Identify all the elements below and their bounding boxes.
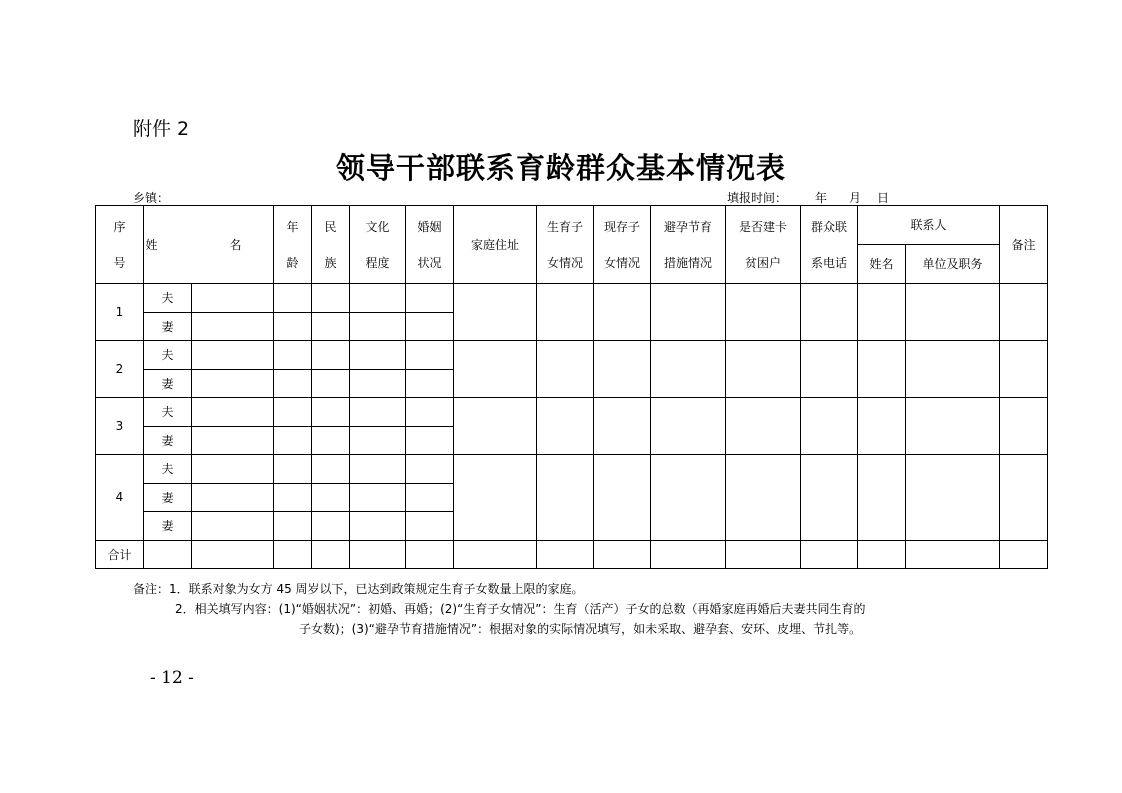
header-address: 家庭住址 [454, 206, 537, 284]
row-number: 4 [96, 455, 144, 541]
poor-household-cell[interactable] [726, 284, 801, 341]
marital-cell[interactable] [406, 512, 454, 541]
total-cell[interactable] [858, 540, 906, 569]
age-cell[interactable] [274, 284, 312, 313]
poor-household-cell[interactable] [726, 398, 801, 455]
total-row [96, 540, 1048, 569]
age-cell[interactable] [274, 426, 312, 455]
fill-time-day: 日 [877, 191, 890, 205]
table-row [96, 284, 1048, 313]
age-cell[interactable] [274, 369, 312, 398]
contraception-cell[interactable] [651, 341, 726, 398]
marital-cell[interactable] [406, 398, 454, 427]
education-cell[interactable] [350, 512, 406, 541]
remark-cell[interactable] [1000, 341, 1048, 398]
education-cell[interactable] [350, 341, 406, 370]
total-cell[interactable] [350, 540, 406, 569]
contact-name-cell[interactable] [858, 341, 906, 398]
member-role: 夫 [144, 341, 192, 370]
phone-cell[interactable] [801, 398, 858, 455]
contact-unit-cell[interactable] [906, 398, 1000, 455]
name-cell[interactable] [192, 426, 274, 455]
born-children-cell[interactable] [537, 341, 594, 398]
name-cell[interactable] [192, 455, 274, 484]
member-role: 妻 [144, 483, 192, 512]
name-cell[interactable] [192, 398, 274, 427]
row-number: 2 [96, 341, 144, 398]
education-cell[interactable] [350, 398, 406, 427]
header-contact-unit: 单位及职务 [906, 245, 1000, 284]
marital-cell[interactable] [406, 312, 454, 341]
education-cell[interactable] [350, 312, 406, 341]
fill-time-month: 月 [849, 191, 862, 205]
marital-cell[interactable] [406, 426, 454, 455]
total-label: 合计 [96, 540, 144, 569]
table-body [96, 284, 1048, 569]
total-cell[interactable] [537, 540, 594, 569]
born-children-cell[interactable] [537, 455, 594, 541]
address-cell[interactable] [454, 284, 537, 341]
contact-name-cell[interactable] [858, 284, 906, 341]
member-role: 妻 [144, 312, 192, 341]
age-cell[interactable] [274, 341, 312, 370]
address-cell[interactable] [454, 398, 537, 455]
member-role: 夫 [144, 455, 192, 484]
ethnic-cell[interactable] [312, 512, 350, 541]
education-cell[interactable] [350, 284, 406, 313]
phone-cell[interactable] [801, 455, 858, 541]
remark-cell[interactable] [1000, 398, 1048, 455]
remark-cell[interactable] [1000, 284, 1048, 341]
poor-household-cell[interactable] [726, 341, 801, 398]
info-table [95, 205, 1048, 569]
ethnic-cell[interactable] [312, 398, 350, 427]
row-number: 1 [96, 284, 144, 341]
name-cell[interactable] [192, 512, 274, 541]
header-age: 年 龄 [274, 206, 312, 284]
fill-time-year: 年 [815, 191, 828, 205]
name-cell[interactable] [192, 483, 274, 512]
name-cell[interactable] [192, 341, 274, 370]
member-role: 妻 [144, 426, 192, 455]
header-contraception: 避孕节育 措施情况 [651, 206, 726, 284]
poor-household-cell[interactable] [726, 455, 801, 541]
living-children-cell[interactable] [594, 341, 651, 398]
address-cell[interactable] [454, 341, 537, 398]
total-cell[interactable] [651, 540, 726, 569]
table-row [96, 341, 1048, 370]
marital-cell[interactable] [406, 455, 454, 484]
born-children-cell[interactable] [537, 398, 594, 455]
education-cell[interactable] [350, 369, 406, 398]
education-cell[interactable] [350, 455, 406, 484]
total-cell[interactable] [406, 540, 454, 569]
header-phone: 群众联 系电话 [801, 206, 858, 284]
page-number: - 12 - [150, 668, 194, 688]
total-cell[interactable] [454, 540, 537, 569]
header-poor-household: 是否建卡 贫困户 [726, 206, 801, 284]
header-contact: 联系人 [858, 206, 1000, 245]
marital-cell[interactable] [406, 369, 454, 398]
living-children-cell[interactable] [594, 284, 651, 341]
age-cell[interactable] [274, 312, 312, 341]
age-cell[interactable] [274, 512, 312, 541]
name-cell[interactable] [192, 284, 274, 313]
living-children-cell[interactable] [594, 455, 651, 541]
header-marital: 婚姻 状况 [406, 206, 454, 284]
row-number: 3 [96, 398, 144, 455]
education-cell[interactable] [350, 426, 406, 455]
total-cell[interactable] [1000, 540, 1048, 569]
marital-cell[interactable] [406, 284, 454, 313]
born-children-cell[interactable] [537, 284, 594, 341]
total-cell[interactable] [144, 540, 192, 569]
header-born-children: 生育子 女情况 [537, 206, 594, 284]
note-3: 子女数)；(3)“避孕节育措施情况”：根据对象的实际情况填写，如未采取、避孕套、安环、皮埋、节扎等。 [299, 622, 862, 636]
living-children-cell[interactable] [594, 398, 651, 455]
age-cell[interactable] [274, 398, 312, 427]
phone-cell[interactable] [801, 284, 858, 341]
remark-cell[interactable] [1000, 455, 1048, 541]
marital-cell[interactable] [406, 483, 454, 512]
contraception-cell[interactable] [651, 284, 726, 341]
total-cell[interactable] [192, 540, 274, 569]
total-cell[interactable] [274, 540, 312, 569]
header-ethnic: 民 族 [312, 206, 350, 284]
total-cell[interactable] [801, 540, 858, 569]
ethnic-cell[interactable] [312, 483, 350, 512]
contact-unit-cell[interactable] [906, 341, 1000, 398]
member-role: 夫 [144, 398, 192, 427]
fill-time-label: 填报时间： [727, 191, 788, 205]
education-cell[interactable] [350, 483, 406, 512]
ethnic-cell[interactable] [312, 341, 350, 370]
contact-name-cell[interactable] [858, 455, 906, 541]
header-seq: 序 号 [96, 206, 144, 284]
member-role: 夫 [144, 284, 192, 313]
contact-unit-cell[interactable] [906, 284, 1000, 341]
table-row [96, 455, 1048, 484]
fill-time [727, 189, 889, 206]
header-education: 文化 程度 [350, 206, 406, 284]
header-remark: 备注 [1000, 206, 1048, 284]
attachment-label: 附件 2 [133, 118, 190, 140]
name-cell[interactable] [192, 312, 274, 341]
note-1: 备注：1．联系对象为女方 45 周岁以下，已达到政策规定生育子女数量上限的家庭。 [133, 582, 584, 596]
contact-name-cell[interactable] [858, 398, 906, 455]
total-cell[interactable] [594, 540, 651, 569]
phone-cell[interactable] [801, 341, 858, 398]
contact-unit-cell[interactable] [906, 455, 1000, 541]
ethnic-cell[interactable] [312, 284, 350, 313]
contraception-cell[interactable] [651, 455, 726, 541]
address-cell[interactable] [454, 455, 537, 541]
contraception-cell[interactable] [651, 398, 726, 455]
header-living-children: 现存子 女情况 [594, 206, 651, 284]
ethnic-cell[interactable] [312, 455, 350, 484]
marital-cell[interactable] [406, 341, 454, 370]
total-cell[interactable] [906, 540, 1000, 569]
total-cell[interactable] [726, 540, 801, 569]
table-row [96, 398, 1048, 427]
header-contact-name: 姓名 [858, 245, 906, 284]
name-cell[interactable] [192, 369, 274, 398]
ethnic-cell[interactable] [312, 426, 350, 455]
member-role: 妻 [144, 512, 192, 541]
ethnic-cell[interactable] [312, 312, 350, 341]
age-cell[interactable] [274, 455, 312, 484]
ethnic-cell[interactable] [312, 369, 350, 398]
member-role: 妻 [144, 369, 192, 398]
age-cell[interactable] [274, 483, 312, 512]
header-name: 姓 名 [144, 206, 274, 284]
town-label: 乡镇： [133, 191, 170, 205]
note-2: 2．相关填写内容：(1)“婚姻状况”：初婚、再婚；(2)“生育子女情况”：生育（活产）子女的总数（再婚家庭再婚后夫妻共同生育的 [175, 602, 866, 616]
page-title: 领导干部联系育龄群众基本情况表 [335, 151, 786, 185]
total-cell[interactable] [312, 540, 350, 569]
